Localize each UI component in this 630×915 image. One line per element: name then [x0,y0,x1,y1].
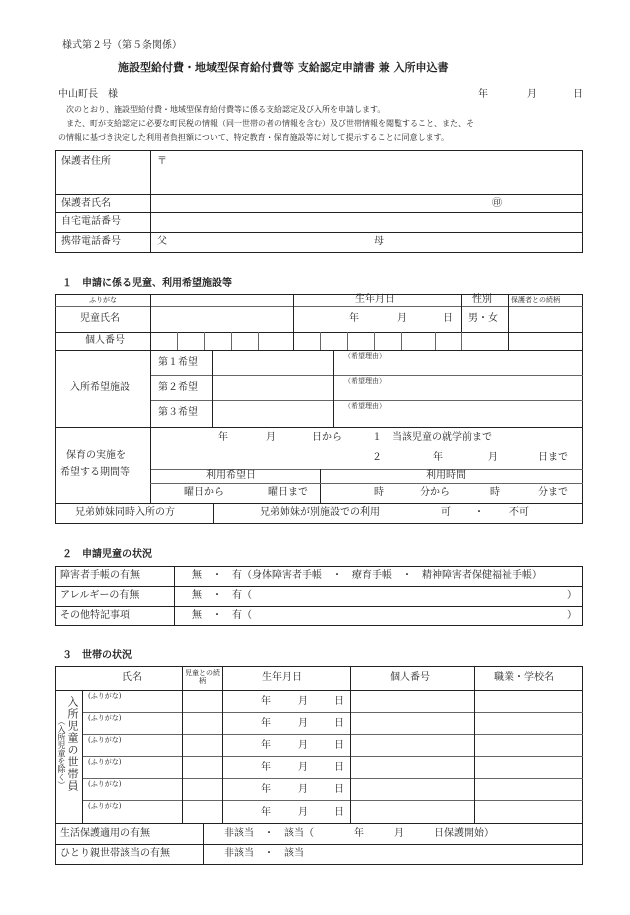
minute-until: 分まで [538,487,568,498]
period-label-2: 希望する期間等 [60,467,130,478]
form-number: 様式第２号（第５条関係） [62,40,182,51]
welfare-value: 非該当 ・ 該当（ 年 月 日保護開始） [224,828,494,839]
other-close: ） [567,610,577,621]
member-day: 日 [334,740,344,751]
addressee: 中山町長 様 [58,89,118,100]
member-month: 月 [298,784,308,795]
period-label-1: 保育の実施を [66,450,126,461]
date-day: 日 [573,89,583,100]
until-day: 日まで [538,452,568,463]
child-table [55,294,583,524]
relation-header: 保護者との続柄 [511,296,560,304]
single-parent-value: 非該当 ・ 該当 [224,848,304,859]
minute-from: 分から [420,487,450,498]
member-month: 月 [298,807,308,818]
allergy-value: 無 ・ 有（ [192,590,252,601]
choice-1: 第１希望 [158,357,198,368]
single-parent-label: ひとり親世帯該当の有無 [60,848,170,859]
gender-header: 性別 [472,294,492,305]
birth-day: 日 [443,313,453,324]
period-from-day: 日から [312,432,342,443]
weekday-until: 曜日まで [268,487,308,498]
use-day-label: 利用希望日 [206,470,256,481]
member-year: 年 [261,740,271,751]
other-value: 無 ・ 有（ [192,610,252,621]
home-phone-label: 自宅電話番号 [61,216,121,227]
father-label: 父 [157,236,167,247]
date-year: 年 [478,89,488,100]
other-label: その他特記事項 [60,610,130,621]
guardian-table [55,150,583,253]
weekday-from: 曜日から [184,487,224,498]
postal-mark: 〒 [157,156,167,167]
period-from-year: 年 [218,432,228,443]
member-furigana: (ふりがな) [88,758,122,766]
child-name-label: 児童氏名 [80,313,120,324]
member-day: 日 [334,696,344,707]
siblings-label: 兄弟姉妹同時入所の方 [75,507,175,518]
section3-heading: ３ 世帯の状況 [62,650,132,661]
option-preschool: １ 当該児童の就学前まで [372,432,492,443]
until-year: 年 [433,452,443,463]
member-day: 日 [334,762,344,773]
siblings-impossible: 不可 [509,507,529,518]
member-year: 年 [261,718,271,729]
intro-line-3: の情報に基づき決定した利用者負担額について、特定教育・保育施設等に対して提示することに同意します。 [58,133,450,142]
col-relation: 児童との続柄 [185,669,220,686]
member-furigana: (ふりがな) [88,736,122,744]
siblings-text: 兄弟姉妹が別施設での利用 [260,507,380,518]
member-furigana: (ふりがな) [88,802,122,810]
member-furigana: (ふりがな) [88,780,122,788]
member-furigana: (ふりがな) [88,714,122,722]
choice-3: 第３希望 [158,407,198,418]
member-furigana: (ふりがな) [88,692,122,700]
birthdate-header: 生年月日 [355,294,395,305]
member-day: 日 [334,718,344,729]
col-name: 氏名 [122,672,142,683]
seal-mark: ㊞ [492,198,502,209]
guardian-address-label: 保護者住所 [61,156,111,167]
use-time-label: 利用時間 [426,470,466,481]
form-title: 施設型給付費・地域型保育給付費等 支給認定申請書 兼 入所申込書 [118,61,449,74]
date-month: 月 [527,89,537,100]
option-2-number: ２ [372,452,382,463]
reason-label-2: （希望理由） [344,377,386,385]
allergy-label: アレルギーの有無 [60,590,140,601]
allergy-close: ） [567,590,577,601]
member-month: 月 [298,718,308,729]
section1-heading: １ 申請に係る児童、利用希望施設等 [62,278,232,289]
facility-label: 入所希望施設 [70,382,130,393]
col-personal-no: 個人番号 [390,672,430,683]
gender-options: 男・女 [468,313,498,324]
disability-value: 無 ・ 有（身体障害者手帳 ・ 療育手帳 ・ 精神障害者保健福祉手帳） [192,570,542,581]
mother-label: 母 [374,236,384,247]
side-label-sub: （入所児童を除く） [57,717,66,789]
member-day: 日 [334,784,344,795]
period-from-month: 月 [266,432,276,443]
col-birth: 生年月日 [262,672,302,683]
personal-number-label: 個人番号 [85,335,125,346]
side-label-main: 入所児童の世帯員 [66,696,79,792]
member-month: 月 [298,762,308,773]
hour-until: 時 [490,487,500,498]
birth-year: 年 [349,313,359,324]
member-year: 年 [261,784,271,795]
intro-line-1: 次のとおり、施設型給付費・地域型保育給付費等に係る支給認定及び入所を申請します。 [66,105,386,114]
col-job: 職業・学校名 [494,672,554,683]
disability-label: 障害者手帳の有無 [60,570,140,581]
member-month: 月 [298,740,308,751]
welfare-label: 生活保護適用の有無 [60,828,150,839]
siblings-possible: 可 [441,507,451,518]
birth-month: 月 [397,313,407,324]
mobile-phone-label: 携帯電話番号 [61,236,121,247]
furigana-label: ふりがな [89,296,117,304]
guardian-name-label: 保護者氏名 [61,198,111,209]
siblings-dot: ・ [474,507,484,518]
reason-label-1: （希望理由） [344,352,386,360]
member-day: 日 [334,807,344,818]
reason-label-3: （希望理由） [344,402,386,410]
hour-from: 時 [374,487,384,498]
member-year: 年 [261,807,271,818]
intro-line-2: また、町が支給認定に必要な町民税の情報（同一世帯の者の情報を含む）及び世帯情報を閲覧すること、また、そ [66,119,474,128]
member-month: 月 [298,696,308,707]
member-year: 年 [261,762,271,773]
section2-heading: ２ 申請児童の状況 [62,549,152,560]
choice-2: 第２希望 [158,382,198,393]
member-year: 年 [261,696,271,707]
until-month: 月 [488,452,498,463]
